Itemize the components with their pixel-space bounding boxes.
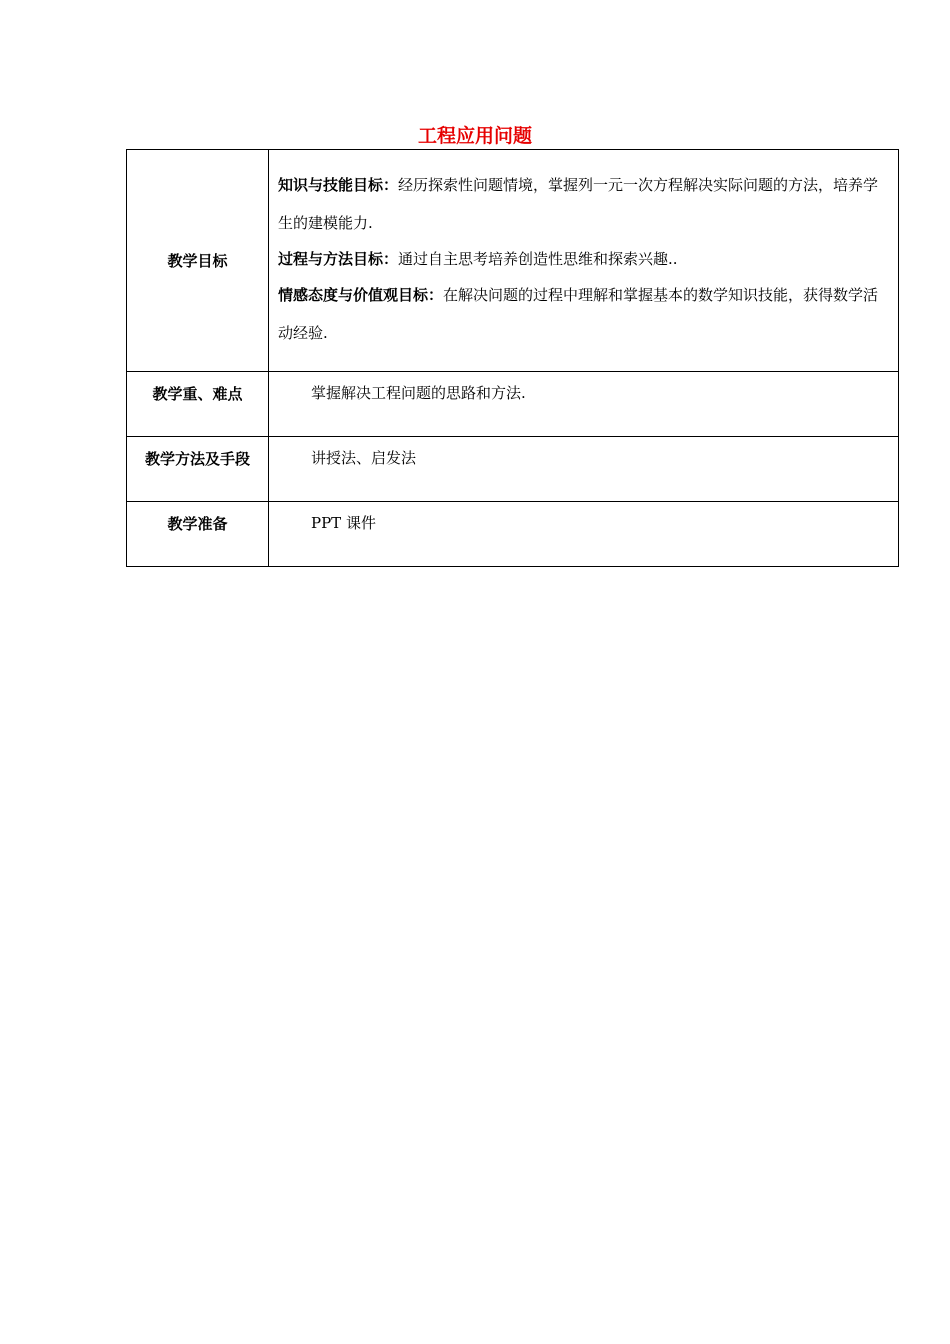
objectives-content [269,150,899,372]
table-row-preparation [127,502,899,567]
key-points-content [269,372,899,437]
methods-label: 教学方法及手段 [127,437,269,502]
methods-content [269,437,899,502]
knowledge-objective-heading: 知识与技能目标： [278,175,399,194]
process-objective-heading: 过程与方法目标： [278,249,399,268]
document-title: 工程应用问题 [417,125,532,147]
process-objective-text: 通过自主思考培养创造性思维和探索兴趣.. [398,249,678,268]
preparation-label: 教学准备 [127,502,269,567]
emotion-objective [278,276,890,352]
lesson-plan-table [126,149,899,567]
knowledge-objective-text: 经历探索性问题情境，掌握列一元一次方程解决实际问题的方法，培养学生的建模能力. [278,175,879,232]
emotion-objective-text: 在解决问题的过程中理解和掌握基本的数学知识技能，获得数学活动经验. [278,285,879,342]
emotion-objective-heading: 情感态度与价值观目标： [278,285,444,304]
preparation-content [269,502,899,567]
table-row-key-points [127,372,899,437]
methods-text: 讲授法、启发法 [311,449,417,467]
table-row-methods [127,437,899,502]
preparation-text: PPT 课件 [311,514,376,532]
objectives-label: 教学目标 [127,150,269,372]
table-row-objectives [127,150,899,372]
knowledge-objective [278,166,890,242]
key-points-text: 掌握解决工程问题的思路和方法. [311,384,526,402]
process-objective [278,242,890,276]
key-points-label: 教学重、难点 [127,372,269,437]
